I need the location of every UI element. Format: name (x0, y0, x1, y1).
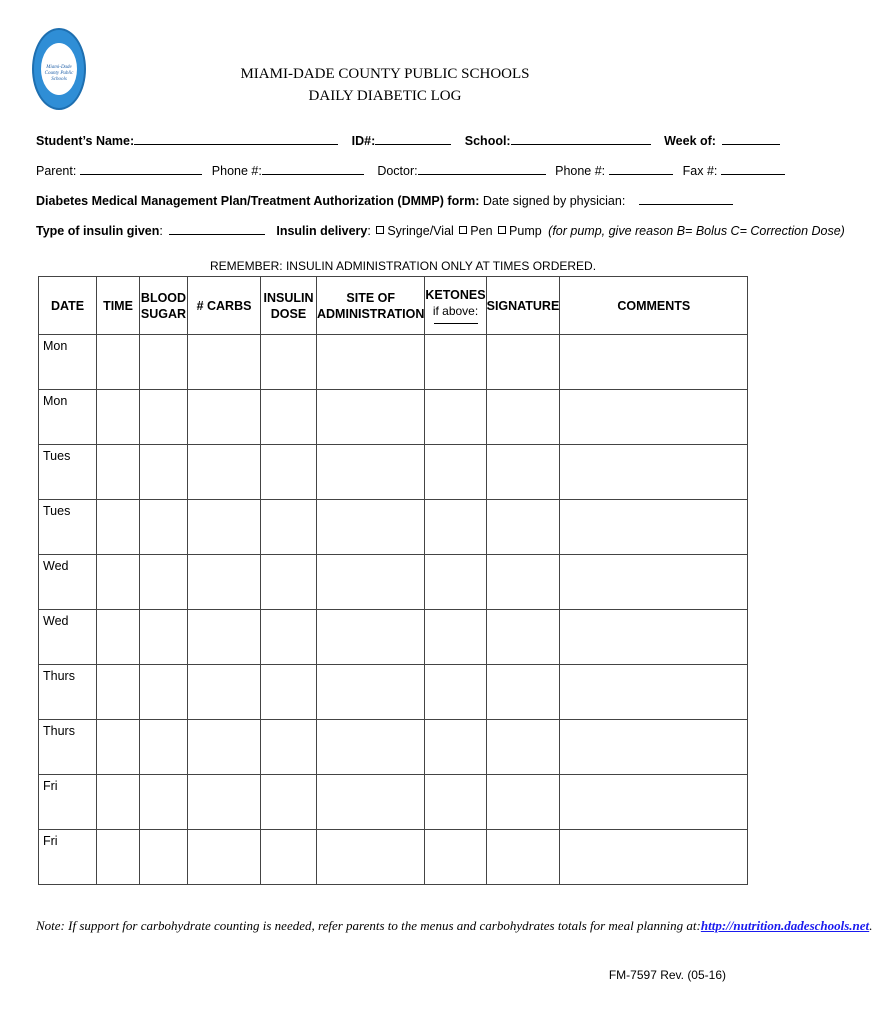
entry-cell[interactable] (486, 610, 560, 665)
entry-cell[interactable] (560, 445, 748, 500)
entry-cell[interactable] (97, 720, 140, 775)
entry-cell[interactable] (140, 830, 188, 885)
col-site-line1: SITE OF (346, 290, 396, 305)
entry-cell[interactable] (425, 500, 486, 555)
entry-cell[interactable] (140, 500, 188, 555)
pump-label: Pump (509, 224, 542, 238)
entry-cell[interactable] (317, 830, 425, 885)
col-carbs: # CARBS (188, 277, 261, 335)
table-row (39, 445, 748, 500)
doctor-label: Doctor: (377, 164, 418, 178)
entry-cell[interactable] (261, 830, 317, 885)
entry-cell[interactable] (486, 555, 560, 610)
entry-cell[interactable] (425, 445, 486, 500)
entry-cell[interactable] (486, 830, 560, 885)
phone-field[interactable] (262, 162, 364, 175)
day-label: Thurs (43, 669, 75, 683)
dmmp-row (36, 192, 733, 208)
entry-cell[interactable] (317, 390, 425, 445)
col-insulin-dose (261, 277, 317, 335)
entry-cell[interactable] (261, 610, 317, 665)
school-label: School: (464, 134, 511, 148)
table-header-row (39, 277, 748, 335)
insulin-type-field[interactable] (169, 222, 265, 235)
entry-cell[interactable] (560, 500, 748, 555)
col-ketones-sub: if above: (432, 304, 479, 318)
table-row (39, 555, 748, 610)
day-label: Fri (43, 834, 58, 848)
entry-cell[interactable] (97, 830, 140, 885)
col-comments: COMMENTS (560, 277, 748, 335)
entry-cell[interactable] (317, 775, 425, 830)
date-signed-label: Date signed by physician: (482, 194, 626, 208)
day-label: Tues (43, 504, 71, 518)
entry-cell[interactable] (97, 775, 140, 830)
entry-cell[interactable] (188, 555, 261, 610)
entry-cell[interactable] (188, 720, 261, 775)
entry-cell[interactable] (425, 555, 486, 610)
entry-cell[interactable] (188, 445, 261, 500)
entry-cell[interactable] (425, 665, 486, 720)
week-of-field[interactable] (722, 132, 780, 145)
table-row (39, 720, 748, 775)
day-cell[interactable] (39, 500, 97, 555)
entry-cell[interactable] (560, 555, 748, 610)
table-row (39, 775, 748, 830)
entry-cell[interactable] (486, 335, 560, 390)
col-blood-sugar-line2: SUGAR (140, 306, 187, 321)
col-signature: SIGNATURE (486, 277, 560, 335)
entry-cell[interactable] (140, 445, 188, 500)
entry-cell[interactable] (140, 665, 188, 720)
entry-cell[interactable] (317, 610, 425, 665)
entry-cell[interactable] (560, 830, 748, 885)
day-cell[interactable] (39, 610, 97, 665)
entry-cell[interactable] (261, 390, 317, 445)
id-label: ID#: (351, 134, 376, 148)
entry-cell[interactable] (188, 610, 261, 665)
date-signed-field[interactable] (639, 192, 733, 205)
entry-cell[interactable] (97, 500, 140, 555)
syringe-label: Syringe/Vial (387, 224, 454, 238)
col-insulin-line2: DOSE (270, 306, 307, 321)
entry-cell[interactable] (188, 500, 261, 555)
footer-note (36, 918, 872, 934)
day-label: Fri (43, 779, 58, 793)
doctor-field[interactable] (418, 162, 546, 175)
day-cell[interactable] (39, 335, 97, 390)
day-label: Wed (43, 559, 69, 573)
day-label: Tues (43, 449, 71, 463)
col-time: TIME (97, 277, 140, 335)
entry-cell[interactable] (560, 720, 748, 775)
entry-cell[interactable] (486, 775, 560, 830)
entry-cell[interactable] (97, 335, 140, 390)
insulin-row: Type of insulin given: Insulin delivery: Syringe/Vial Pen Pump (for pump, give reason B= Bolus C= Correction Dose) (36, 224, 845, 238)
col-site (317, 277, 425, 335)
phone-label: Phone #: (211, 164, 262, 178)
col-blood-sugar-line1: BLOOD (140, 290, 187, 305)
entry-cell[interactable] (317, 720, 425, 775)
student-info-row (36, 132, 780, 148)
fax-field[interactable] (721, 162, 785, 175)
form-title: DAILY DIABETIC LOG (308, 88, 462, 104)
fax-label: Fax #: (682, 164, 718, 178)
school-field[interactable] (511, 132, 651, 145)
ketones-underline (434, 323, 478, 324)
entry-cell[interactable] (560, 775, 748, 830)
day-label: Mon (43, 339, 68, 353)
student-name-label: Student’s Name: (36, 134, 135, 148)
nutrition-link[interactable]: http://nutrition.dadeschools.net (700, 918, 870, 933)
insulin-delivery-label: Insulin delivery (276, 224, 368, 238)
dmmp-label: Diabetes Medical Management Plan/Treatment Authorization (DMMP) (36, 194, 444, 208)
day-cell[interactable] (39, 445, 97, 500)
entry-cell[interactable] (188, 665, 261, 720)
entry-cell[interactable] (425, 720, 486, 775)
logo-text: Miami-Dade County Public Schools (44, 65, 74, 82)
entry-cell[interactable] (188, 335, 261, 390)
day-cell[interactable] (39, 830, 97, 885)
table-row (39, 390, 748, 445)
day-label: Mon (43, 394, 68, 408)
entry-cell[interactable] (97, 390, 140, 445)
week-of-label: Week of: (664, 134, 716, 148)
entry-cell[interactable] (425, 610, 486, 665)
entry-cell[interactable] (261, 665, 317, 720)
entry-cell[interactable] (486, 720, 560, 775)
entry-cell[interactable] (486, 665, 560, 720)
entry-cell[interactable] (317, 335, 425, 390)
entry-cell[interactable] (317, 665, 425, 720)
table-row (39, 500, 748, 555)
day-cell[interactable] (39, 555, 97, 610)
parent-field[interactable] (80, 162, 202, 175)
entry-cell[interactable] (188, 830, 261, 885)
syringe-checkbox[interactable] (376, 226, 384, 234)
entry-cell[interactable] (317, 555, 425, 610)
entry-cell[interactable] (317, 445, 425, 500)
table-row (39, 335, 748, 390)
entry-cell[interactable] (140, 775, 188, 830)
entry-cell[interactable] (560, 335, 748, 390)
entry-cell[interactable] (560, 610, 748, 665)
day-label: Wed (43, 614, 69, 628)
day-cell[interactable] (39, 775, 97, 830)
entry-cell[interactable] (317, 500, 425, 555)
dmmp-form-label: form: (447, 194, 480, 208)
table-row (39, 665, 748, 720)
doctor-phone-field[interactable] (609, 162, 673, 175)
entry-cell[interactable] (261, 500, 317, 555)
col-site-line2: ADMINISTRATION (317, 306, 425, 321)
entry-cell[interactable] (486, 390, 560, 445)
entry-cell[interactable] (261, 445, 317, 500)
entry-cell[interactable] (97, 445, 140, 500)
doctor-phone-label: Phone #: (555, 164, 606, 178)
entry-cell[interactable] (261, 775, 317, 830)
entry-cell[interactable] (425, 390, 486, 445)
col-ketones (425, 277, 486, 335)
entry-cell[interactable] (188, 775, 261, 830)
entry-cell[interactable] (140, 555, 188, 610)
entry-cell[interactable] (425, 335, 486, 390)
entry-cell[interactable] (97, 665, 140, 720)
table-row (39, 830, 748, 885)
pump-note: (for pump, give reason B= Bolus C= Correction Dose) (548, 224, 845, 238)
col-date: DATE (39, 277, 97, 335)
entry-cell[interactable] (425, 830, 486, 885)
diabetic-log-table (38, 276, 748, 885)
entry-cell[interactable] (140, 335, 188, 390)
footer-note-text: Note: If support for carbohydrate counting is needed, refer parents to the menus and carbohydrates totals for meal planning at: (36, 918, 701, 933)
contact-info-row (36, 162, 785, 178)
entry-cell[interactable] (425, 775, 486, 830)
col-ketones-line1: KETONES (425, 288, 486, 302)
student-name-field[interactable] (134, 132, 338, 145)
entry-cell[interactable] (261, 555, 317, 610)
entry-cell[interactable] (261, 720, 317, 775)
entry-cell[interactable] (486, 445, 560, 500)
remember-notice: REMEMBER: INSULIN ADMINISTRATION ONLY AT TIMES ORDERED. (209, 259, 597, 273)
day-label: Thurs (43, 724, 75, 738)
entry-cell[interactable] (188, 390, 261, 445)
day-cell[interactable] (39, 665, 97, 720)
table-row (39, 610, 748, 665)
entry-cell[interactable] (140, 390, 188, 445)
entry-cell[interactable] (261, 335, 317, 390)
pen-checkbox[interactable] (459, 226, 467, 234)
pen-label: Pen (470, 224, 493, 238)
entry-cell[interactable] (140, 720, 188, 775)
entry-cell[interactable] (486, 500, 560, 555)
col-blood-sugar (140, 277, 188, 335)
insulin-type-label: Type of insulin given (36, 224, 160, 238)
entry-cell[interactable] (140, 610, 188, 665)
col-insulin-line1: INSULIN (263, 290, 314, 305)
form-number: FM-7597 Rev. (05-16) (608, 968, 726, 982)
id-field[interactable] (375, 132, 451, 145)
parent-label: Parent: (36, 164, 77, 178)
pump-checkbox[interactable] (498, 226, 506, 234)
entry-cell[interactable] (560, 665, 748, 720)
district-title: MIAMI-DADE COUNTY PUBLIC SCHOOLS (240, 66, 530, 82)
day-cell[interactable] (39, 720, 97, 775)
entry-cell[interactable] (97, 555, 140, 610)
day-cell[interactable] (39, 390, 97, 445)
entry-cell[interactable] (560, 390, 748, 445)
entry-cell[interactable] (97, 610, 140, 665)
